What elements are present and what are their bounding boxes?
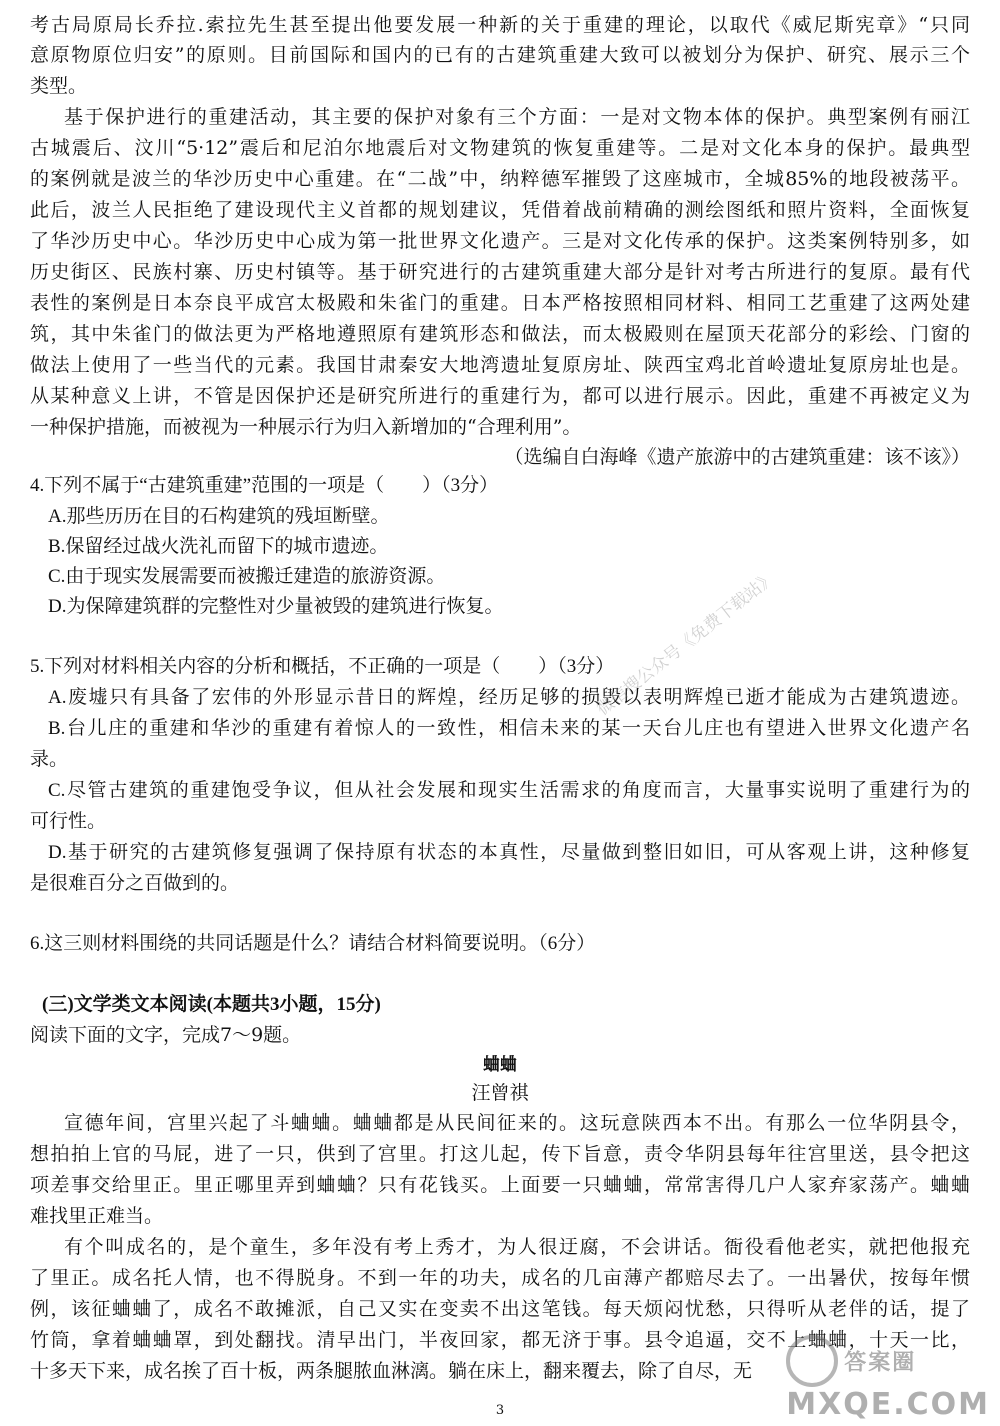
story-line: 例，该征蛐蛐了，成名不敢摊派，自己又实在变卖不出这笔钱。每天烦闷忧愁，只得听从老伴的话，提了 bbox=[30, 1298, 970, 1320]
question-5-option-a: A.废墟只有具备了宏伟的外形显示昔日的辉煌，经历足够的损毁以表明辉煌已逝才能成为古建筑遗迹。 bbox=[48, 687, 970, 708]
question-6-stem: 6.这三则材料围绕的共同话题是什么？请结合材料简要说明。（6分） bbox=[30, 933, 596, 954]
passage-line: 意原物原位归安”的原则。目前国际和国内的已有的古建筑重建大致可以被划分为保护、研究、展示三个 bbox=[30, 44, 970, 66]
question-5-option-b: B.台儿庄的重建和华沙的重建有着惊人的一致性，相信未来的某一天台儿庄也有望进入世界文化遗产名 bbox=[48, 718, 970, 739]
section-heading: (三)文学类文本阅读(本题共3小题，15分) bbox=[42, 994, 381, 1015]
passage-line: 表性的案例是日本奈良平成宫太极殿和朱雀门的重建。日本严格按照相同材料、相同工艺重建了这两处建 bbox=[30, 292, 970, 314]
story-line: 了里正。成名托人情，也不得脱身。不到一年的功夫，成名的几亩薄产都赔尽去了。一出暑伏，按每年惯 bbox=[30, 1267, 970, 1289]
question-5-option-d-cont: 是很难百分之百做到的。 bbox=[30, 873, 240, 894]
story-line: 难找里正难当。 bbox=[30, 1205, 164, 1227]
question-4-option-a: A.那些历历在目的石构建筑的残垣断壁。 bbox=[48, 506, 390, 527]
story-author: 汪曾祺 bbox=[471, 1082, 529, 1104]
page-number: 3 bbox=[495, 1403, 505, 1418]
question-5-option-c: C.尽管古建筑的重建饱受争议，但从社会发展和现实生活需求的角度而言，大量事实说明了重建行为的 bbox=[48, 780, 970, 801]
passage-line: 筑，其中朱雀门的做法更为严格地遵照原有建筑形态和做法，而太极殿则在屋顶天花部分的彩绘、门窗的 bbox=[30, 323, 970, 345]
question-5-option-d: D.基于研究的古建筑修复强调了保持原有状态的本真性，尽量做到整旧如旧，可从客观上讲，这种修复 bbox=[48, 842, 970, 863]
question-4-option-d: D.为保障建筑群的完整性对少量被毁的建筑进行恢复。 bbox=[48, 596, 504, 617]
story-line: 十多天下来，成名挨了百十板，两条腿脓血淋漓。躺在床上，翻来覆去，除了自尽，无 bbox=[30, 1360, 753, 1382]
passage-line: 类型。 bbox=[30, 75, 88, 97]
passage-line: 的案例就是波兰的华沙历史中心重建。在“二战”中，纳粹德军摧毁了这座城市，全城85%的地段被荡平。 bbox=[30, 168, 970, 190]
passage-line: 一种保护措施，而被视为一种展示行为归入新增加的“合理利用”。 bbox=[30, 416, 582, 438]
passage-line: 历史街区、民族村寨、历史村镇等。基于研究进行的古建筑重建大部分是针对考古所进行的复原。最有代 bbox=[30, 261, 970, 283]
passage-line: 古城震后、汶川“5·12”震后和尼泊尔地震后对文物建筑的恢复重建等。二是对文化本身的保护。最典型 bbox=[30, 137, 970, 159]
question-4-option-c: C.由于现实发展需要而被搬迁建造的旅游资源。 bbox=[48, 566, 446, 587]
story-line: 想拍拍上官的马屁，进了一只，供到了宫里。打这儿起，传下旨意，责令华阴县每年往宫里送，县令把这 bbox=[30, 1143, 970, 1165]
story-line: 项差事交给里正。里正哪里弄到蛐蛐？只有花钱买。上面要一只蛐蛐，常常害得几户人家弃家荡产。蛐蛐 bbox=[30, 1174, 970, 1196]
question-4-option-b: B.保留经过战火洗礼而留下的城市遗迹。 bbox=[48, 536, 389, 557]
passage-source: （选编自白海峰《遗产旅游中的古建筑重建：该不该》） bbox=[504, 446, 970, 468]
watermark-corner-top: 答案圈 bbox=[844, 1350, 917, 1376]
passage-line: 从某种意义上讲，不管是因保护还是研究所进行的重建行为，都可以进行展示。因此，重建不再被定义为 bbox=[30, 385, 970, 407]
question-4-stem: 4.下列不属于“古建筑重建”范围的一项是（ ）（3分） bbox=[30, 475, 499, 496]
section-instruction: 阅读下面的文字，完成7～9题。 bbox=[30, 1024, 302, 1046]
passage-line: 此后，波兰人民拒绝了建设现代主义首都的规划建议，凭借着战前精确的测绘图纸和照片资料，全面恢复 bbox=[30, 199, 970, 221]
passage-line: 做法上使用了一些当代的元素。我国甘肃秦安大地湾遗址复原房址、陕西宝鸡北首岭遗址复原房址也是。 bbox=[30, 354, 970, 376]
question-5-option-c-cont: 可行性。 bbox=[30, 811, 107, 832]
watermark-logo-icon bbox=[786, 1335, 838, 1387]
diagonal-watermark: 微信搜公众号《免费下载站》 bbox=[593, 567, 780, 720]
story-line: 有个叫成名的，是个童生，多年没有考上秀才，为人很迂腐，不会讲话。衙役看他老实，就把他报充 bbox=[64, 1236, 970, 1258]
passage-line: 基于保护进行的重建活动，其主要的保护对象有三个方面：一是对文物本体的保护。典型案例有丽江 bbox=[64, 106, 970, 128]
story-line: 宣德年间，宫里兴起了斗蛐蛐。蛐蛐都是从民间征来的。这玩意陕西本不出。有那么一位华阴县令， bbox=[64, 1112, 970, 1134]
question-5-stem: 5.下列对材料相关内容的分析和概括，不正确的一项是（ ）（3分） bbox=[30, 656, 615, 677]
story-title: 蛐蛐 bbox=[483, 1055, 517, 1075]
passage-line: 考古局原局长乔拉.索拉先生甚至提出他要发展一种新的关于重建的理论，以取代《威尼斯宪章》“只同 bbox=[30, 14, 970, 36]
question-5-option-b-cont: 录。 bbox=[30, 749, 69, 770]
story-line: 竹筒，拿着蛐蛐罩，到处翻找。清早出门，半夜回家，都无济于事。县令追逼，交不上蛐蛐，十天一比， bbox=[30, 1329, 970, 1351]
passage-line: 了华沙历史中心。华沙历史中心成为第一批世界文化遗产。三是对文化传承的保护。这类案例特别多，如 bbox=[30, 230, 970, 252]
watermark-corner-text: MXQE.COM bbox=[786, 1387, 990, 1422]
